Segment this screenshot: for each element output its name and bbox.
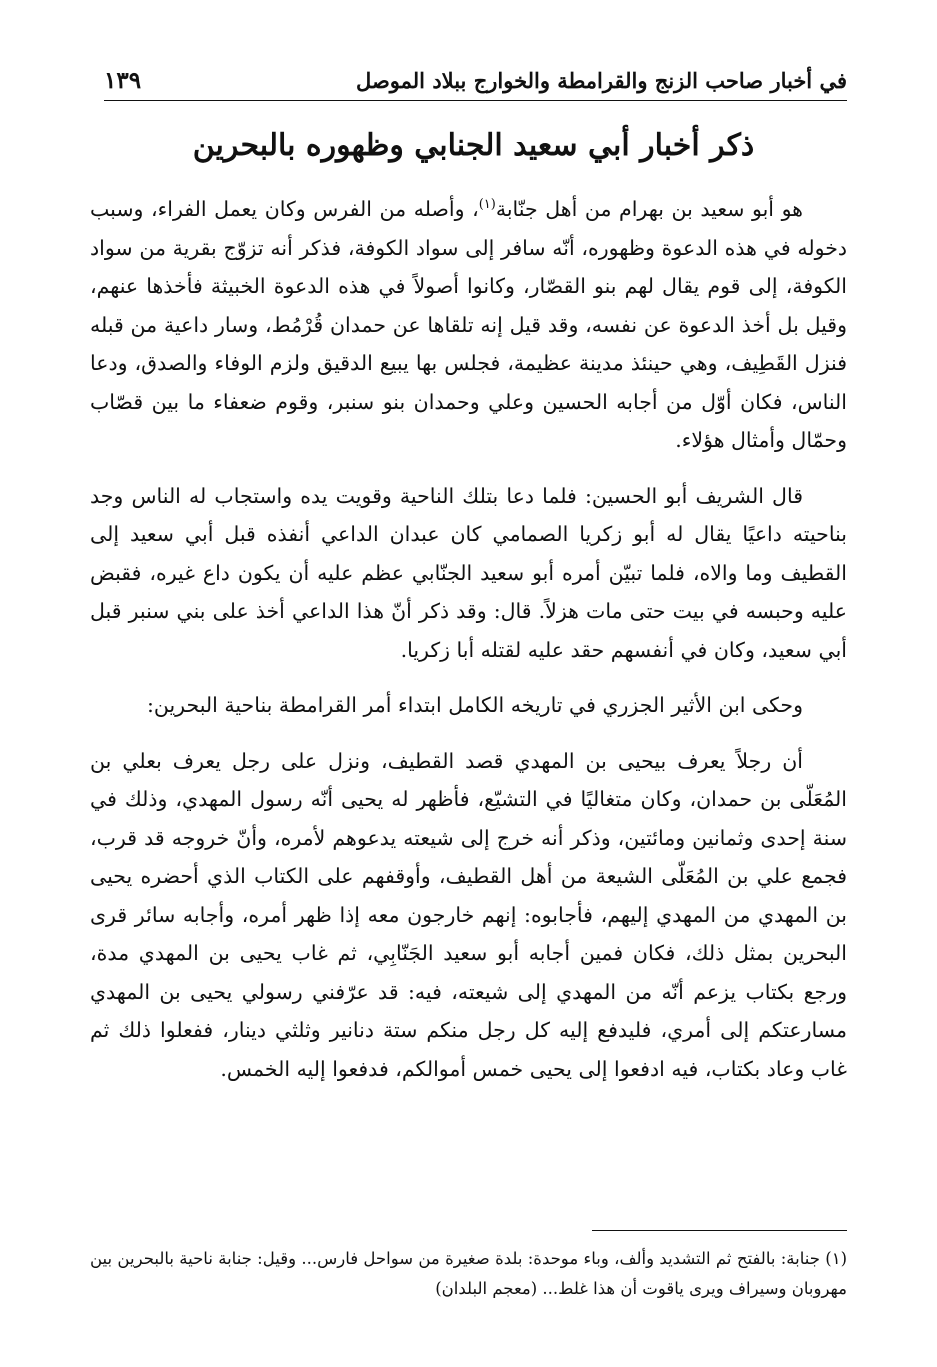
running-header xyxy=(104,60,847,101)
paragraph-4: أن رجلاً يعرف بيحيى بن المهدي قصد القطيف، ونزل على رجل يعرف بعلي بن المُعَلّى بن حمدان، وكان متغاليًا في التشيّع، فأظهر له يحيى أنّه رسول المهدي، وذلك في سنة إحدى وثمانين ومائتين، وذكر أنه خرج إلى شيعته يدعوهم لأمره، وأنّ خروجه قد قرب، فجمع علي بن المُعَلّى الشيعة من أهل القطيف، وأوقفهم على الكتاب الذي أحضره يحيى بن المهدي من المهدي إليهم، فأجابوه: إنهم خارجون معه إذا ظهر أمره، وأجابه سائر قرى البحرين بمثل ذلك، فكان فمين أجابه أبو سعيد الجَنّابِي، ثم غاب يحيى بن المهدي مدة، ورجع بكتاب يزعم أنّه من المهدي إلى شيعته، فيه: قد عرّفني رسولي يحيى بن المهدي مسارعتكم إلى أمري، فليدفع إليه كل رجل منكم ستة دنانير وثلثي دينار، ففعلوا ذلك ثم غاب وعاد بكتاب، فيه ادفعوا إلى يحيى خمس أموالكم، فدفعوا إليه الخمس. xyxy=(90,748,848,1081)
running-title: في أخبار صاحب الزنج والقرامطة والخوارج ببلاد الموصل xyxy=(356,67,847,93)
paragraph-1-rest: ، وأصله من الفرس وكان يعمل الفراء، وسبب دخوله في هذه الدعوة وظهوره، أنّه سافر إلى سواد الكوفة، فذكر أنه تزوّج بقرية من سواد الكوفة، إلى قوم يقال لهم بنو القصّار، وكانوا أصولاً في هذه الدعوة الخبيثة فأخذها عنهم، وقيل بل أخذ الدعوة عن نفسه، وقد قيل إنه تلقاها عن حمدان قُرْمُط، وسار داعية من قبله فنزل القَطِيف، وهي حينئذ مدينة عظيمة، فجلس بها يبيع الدقيق ولزم الوفاء والصدق، ودعا الناس، فكان أوّل من أجابه الحسين وعلي وحمدان بنو سنبر، وقوم ضعفاء ما بين قصّاب وحمّال وأمثال هؤلاء. xyxy=(90,197,847,452)
page-number: ١٣٩ xyxy=(104,66,142,94)
body-text xyxy=(90,190,847,1088)
footnote-divider xyxy=(592,1230,847,1231)
paragraph-1-start: هو أبو سعيد بن بهرام من أهل جنّابة xyxy=(495,197,803,221)
footnote-reference[interactable]: (١) xyxy=(478,197,496,213)
footnote-1: (١) جنابة: بالفتح ثم التشديد وألف، وباء موحدة: بلدة صغيرة من سواحل فارس... وقيل: جنابة ناحية بالبحرين بين مهروبان وسيراف ويرى ياقوت أن هذا غلط... (معجم البلدان) xyxy=(90,1249,847,1298)
footnotes xyxy=(90,1244,847,1304)
paragraph-3: وحكى ابن الأثير الجزري في تاريخه الكامل ابتداء أمر القرامطة بناحية البحرين: xyxy=(146,693,803,717)
chapter-title: ذكر أخبار أبي سعيد الجنابي وظهوره بالبحرين xyxy=(192,128,755,163)
paragraph-1 xyxy=(90,190,847,460)
paragraph-2: قال الشريف أبو الحسين: فلما دعا بتلك الناحية وقويت يده واستجاب له الناس وجد بناحيته داعيًا يقال له أبو زكريا الصمامي كان عبدان الداعي أنفذه قبل أبي سعيد إلى القطيف وما والاه، فلما تبيّن أمره أبو سعيد الجنّابي عظم عليه أن يكون داع غيره، فقبض عليه وحبسه في بيت حتى مات هزلاً. قال: وقد ذكر أنّ هذا الداعي أخذ على بني سنبر قبل أبي سعيد، وكان في أنفسهم حقد عليه لقتله أبا زكريا. xyxy=(90,483,847,662)
